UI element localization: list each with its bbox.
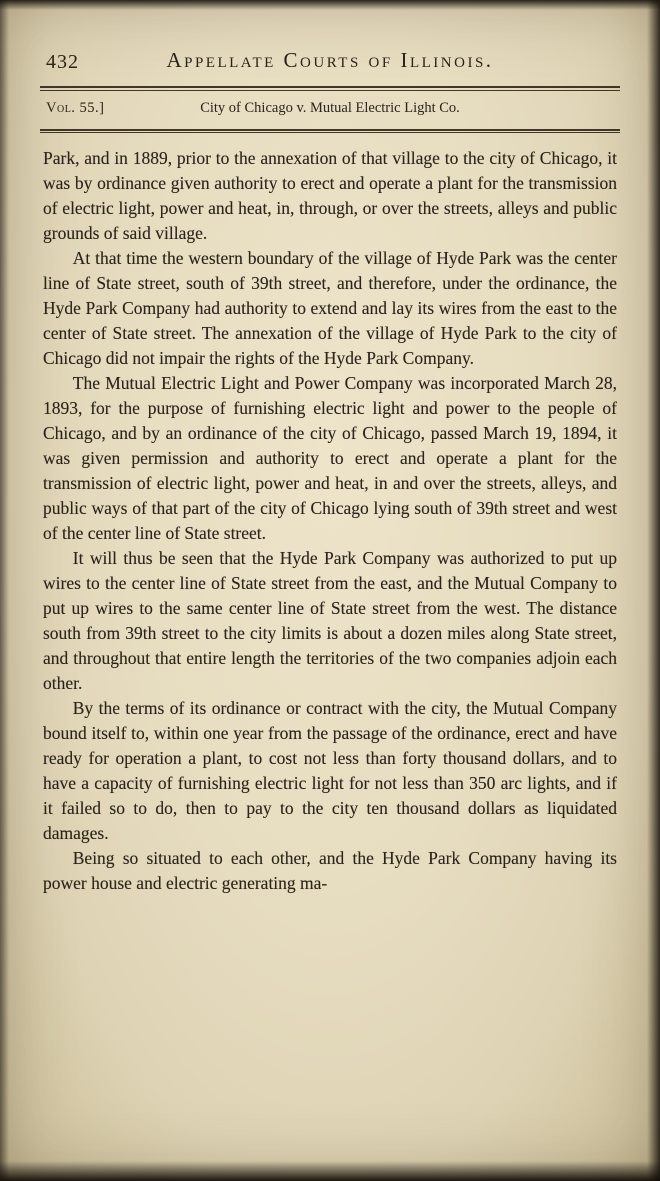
case-line [46,100,614,120]
scan-edge-bottom [0,1161,660,1181]
header-rule [40,86,620,91]
paragraph-continuation: Park, and in 1889, prior to the annexation of that village to the city of Chicago, it was by ordinance given authority to erect and operate a plant for the transmission of electric light, power and heat, in, through, or over the streets, alleys and public grounds of said village. [43,148,617,243]
running-title: Appellate Courts of Illinois. [166,48,494,72]
case-title: City of Chicago v. Mutual Electric Light Co. [200,100,460,116]
paragraph: It will thus be seen that the Hyde Park Company was authorized to put up wires to the center line of State street from the east, and the Mutual Company to put up wires to the same center line of State street from the west. The distance south from 39th street to the city limits is about a dozen miles along State street, and throughout that entire length the territories of the two companies adjoin each other. [43,548,617,693]
paragraph: At that time the western boundary of the village of Hyde Park was the center line of State street, south of 39th street, and therefore, under the ordinance, the Hyde Park Company had authority to extend and lay its wires from the east to the center of State street. The annexation of the village of Hyde Park to the city of Chicago did not impair the rights of the Hyde Park Company. [43,248,617,368]
running-head [46,48,614,76]
paragraph: Being so situated to each other, and the Hyde Park Company having its power house and electric generating ma- [43,848,617,893]
case-rule [40,129,620,133]
scan-edge-right [647,0,660,1181]
paragraph: The Mutual Electric Light and Power Company was incorporated March 28, 1893, for the purpose of furnishing electric light and power to the people of Chicago, and by an ordinance of the city of Chicago, passed March 19, 1894, it was given permission and authority to erect and operate a plant for the transmission of electric light, power and heat, in and over the streets, alleys, and public ways of that part of the city of Chicago lying south of 39th street and west of the center line of State street. [43,373,617,543]
scan-edge-left [0,0,9,1181]
volume-label: Vol. 55.] [46,100,105,116]
page-number: 432 [46,51,79,73]
scan-edge-top [0,0,660,10]
paragraph: By the terms of its ordinance or contract with the city, the Mutual Company bound itself to, within one year from the passage of the ordinance, erect and have ready for operation a plant, to cost not less than forty thousand dollars, and to have a capacity of furnishing electric light for not less than 350 arc lights, and if it failed so to do, then to pay to the city ten thousand dollars as liquidated damages. [43,698,617,843]
body-text [43,146,617,896]
